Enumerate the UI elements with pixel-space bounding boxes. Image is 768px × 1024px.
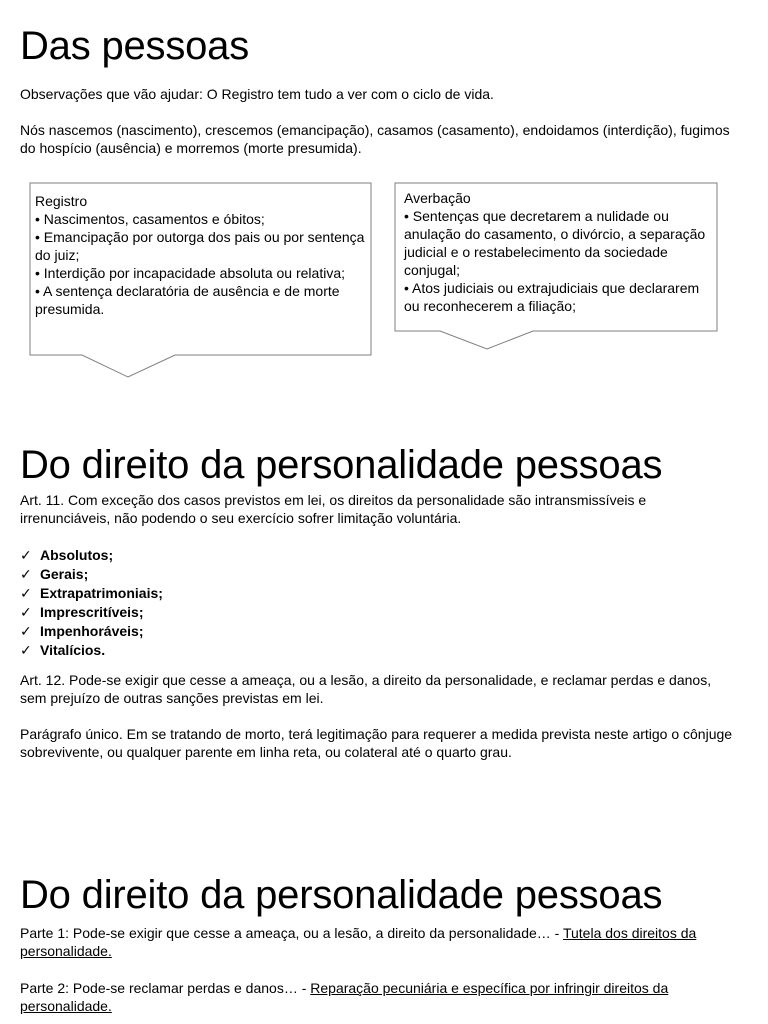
list-item: ✓ Impenhoráveis; [20, 623, 144, 640]
intro-text: Observações que vão ajudar: O Registro tem tudo a ver com o ciclo de vida. [20, 86, 494, 102]
check-icon: ✓ [20, 624, 32, 640]
list-item: • Atos judiciais ou extrajudiciais que declararem ou reconhecerem a filiação; [404, 280, 700, 314]
check-icon: ✓ [20, 643, 32, 659]
registro-title: Registro [35, 193, 88, 209]
check-icon: ✓ [20, 548, 32, 564]
list-item: • Sentenças que decretarem a nulidade ou anulação do casamento, o divórcio, a separação judicial e o restabelecimento da sociedade conjugal; [404, 208, 706, 278]
section-title-personalidade-2: Do direito da personalidade pessoas [20, 873, 663, 917]
check-icon: ✓ [20, 586, 32, 602]
list-item: ✓ Imprescritíveis; [20, 604, 144, 621]
list-item: • Interdição por incapacidade absoluta ou relativa; [35, 265, 345, 281]
art-12-text: Art. 12. Pode-se exigir que cesse a ameaça, ou a lesão, a direito da personalidade, e reclamar perdas e danos, sem prejuízo de outras sanções previstas em lei. [20, 672, 712, 706]
page-title: Das pessoas [20, 24, 250, 68]
list-item: ✓ Absolutos; [20, 547, 114, 564]
list-item: ✓ Vitalícios. [20, 642, 106, 659]
list-item: • Emancipação por outorga dos pais ou por sentença do juiz; [35, 229, 365, 263]
registro-box [35, 192, 365, 318]
averbacao-title: Averbação [404, 190, 471, 206]
paragrafo-unico-text: Parágrafo único. Em se tratando de morto, terá legitimação para requerer a medida prevista neste artigo o cônjuge sobrevivente, ou qualquer parente em linha reta, ou colateral até o quarto grau. [20, 726, 733, 760]
section-title-personalidade: Do direito da personalidade pessoas [20, 443, 663, 487]
parte-1-text: Parte 1: Pode-se exigir que cesse a ameaça, ou a lesão, a direito da personalidade… - Tutela dos direitos da personalidade. [20, 925, 697, 959]
list-item: • Nascimentos, casamentos e óbitos; [35, 211, 265, 227]
list-item: ✓ Extrapatrimoniais; [20, 585, 163, 602]
check-icon: ✓ [20, 567, 32, 583]
parte-2-highlight: Reparação pecuniária e específica por infringir direitos da personalidade. [20, 980, 669, 1014]
list-item: ✓ Gerais; [20, 566, 89, 583]
list-item: • A sentença declaratória de ausência e de morte presumida. [35, 283, 340, 317]
characteristics-list [20, 546, 163, 660]
art-11-text: Art. 11. Com exceção dos casos previstos em lei, os direitos da personalidade são intransmissíveis e irrenunciáveis, não podendo o seu exercício sofrer limitação voluntária. [20, 492, 647, 526]
parte-1-highlight: Tutela dos direitos da personalidade. [20, 925, 697, 959]
life-cycle-text: Nós nascemos (nascimento), crescemos (emancipação), casamos (casamento), endoidamos (interdição), fugimos do hospício (ausência) e morremos (morte presumida). [20, 122, 730, 156]
check-icon: ✓ [20, 605, 32, 621]
averbacao-box [404, 189, 710, 315]
parte-2-text: Parte 2: Pode-se reclamar perdas e danos… - Reparação pecuniária e específica por infringir direitos da personalidade. [20, 980, 669, 1014]
